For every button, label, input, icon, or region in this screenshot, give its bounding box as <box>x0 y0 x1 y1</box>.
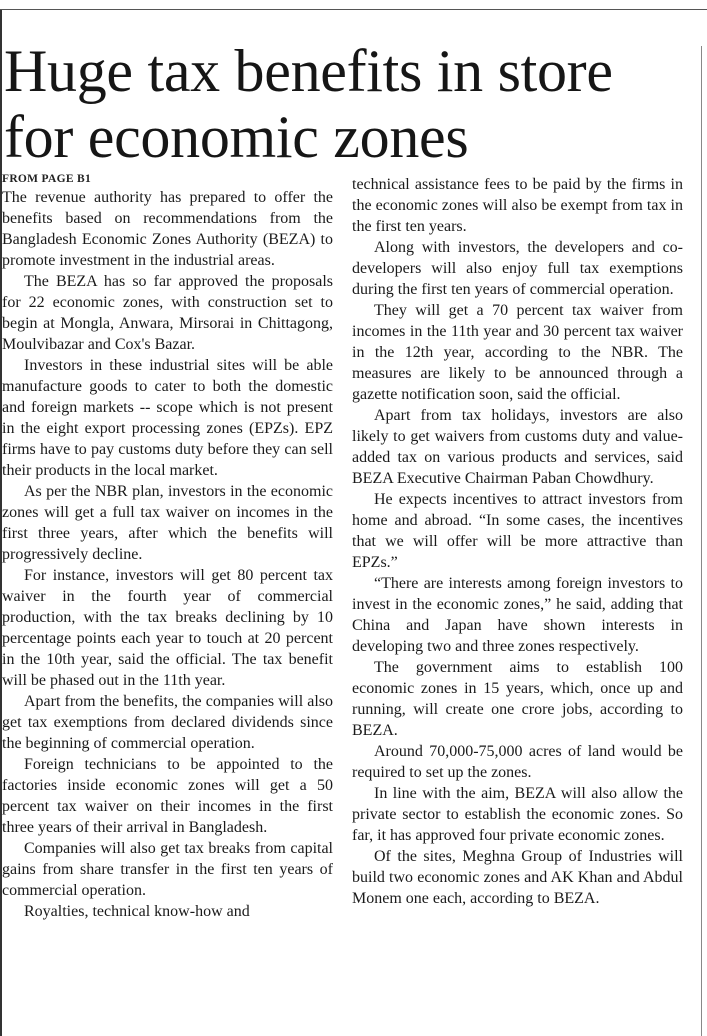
paragraph: “There are interests among foreign investors to invest in the economic zones,” he said, adding that China and Japan have shown interests in developing two and three zones respectively. <box>352 575 683 655</box>
paragraph: For instance, investors will get 80 percent tax waiver in the fourth year of commercial production, with the tax breaks declining by 10 percentage points each year to touch at 20 percent in the 10th year, said the official. The tax benefit will be phased out in the 11th year. <box>2 567 333 689</box>
paragraph: Investors in these industrial sites will be able manufacture goods to cater to both the domestic and foreign markets -- scope which is not present in the eight export processing zones (EPZs). EPZ firms have to pay customs duty before they can sell their products in the local market. <box>2 357 333 479</box>
paragraph: The BEZA has so far approved the proposals for 22 economic zones, with construction set to begin at Mongla, Anwara, Mirsorai in Chittagong, Moulvibazar and Cox's Bazar. <box>2 273 333 353</box>
right-column-rule <box>701 46 702 1036</box>
paragraph: They will get a 70 percent tax waiver from incomes in the 11th year and 30 percent tax waiver in the 12th year, according to the NBR. The measures are likely to be announced through a gazette notification soon, said the official. <box>352 302 683 403</box>
paragraph: He expects incentives to attract investors from home and abroad. “In some cases, the incentives that we will offer will be more attractive than EPZs.” <box>352 491 683 571</box>
paragraph: Foreign technicians to be appointed to the factories inside economic zones will get a 50 percent tax waiver on their incomes in the first three years of their arrival in Bangladesh. <box>2 756 333 836</box>
article-right-column <box>352 174 683 909</box>
paragraph: The revenue authority has prepared to offer the benefits based on recommendations from the Bangladesh Economic Zones Authority (BEZA) to promote investment in the industrial areas. <box>2 189 333 269</box>
paragraph: As per the NBR plan, investors in the economic zones will get a full tax waiver on incomes in the first three years, after which the benefits will progressively decline. <box>2 483 333 563</box>
paragraph: Around 70,000-75,000 acres of land would be required to set up the zones. <box>352 743 683 781</box>
paragraph: Companies will also get tax breaks from capital gains from share transfer in the first ten years of commercial operation. <box>2 840 333 899</box>
paragraph: Apart from tax holidays, investors are also likely to get waivers from customs duty and value-added tax on various products and services, said BEZA Executive Chairman Paban Chowdhury. <box>352 407 683 487</box>
paragraph: Along with investors, the developers and co-developers will also enjoy full tax exemptions during the first ten years of commercial operation. <box>352 239 683 298</box>
paragraph: Royalties, technical know-how and <box>24 903 250 920</box>
top-rule <box>0 9 707 10</box>
paragraph: The government aims to establish 100 economic zones in 15 years, which, once up and running, will create one crore jobs, according to BEZA. <box>352 659 683 739</box>
article-left-column <box>2 172 333 922</box>
dateline: FROM PAGE B1 <box>2 173 91 185</box>
paragraph: Apart from the benefits, the companies will also get tax exemptions from declared dividends since the beginning of commercial operation. <box>2 693 333 752</box>
headline: Huge tax benefits in store for economic zones <box>4 38 613 170</box>
paragraph-continuation: technical assistance fees to be paid by the firms in the economic zones will also be exempt from tax in the first ten years. <box>352 176 683 235</box>
paragraph: Of the sites, Meghna Group of Industries will build two economic zones and AK Khan and Abdul Monem one each, according to BEZA. <box>352 848 683 907</box>
paragraph: In line with the aim, BEZA will also allow the private sector to establish the economic zones. So far, it has approved four private economic zones. <box>352 785 683 844</box>
